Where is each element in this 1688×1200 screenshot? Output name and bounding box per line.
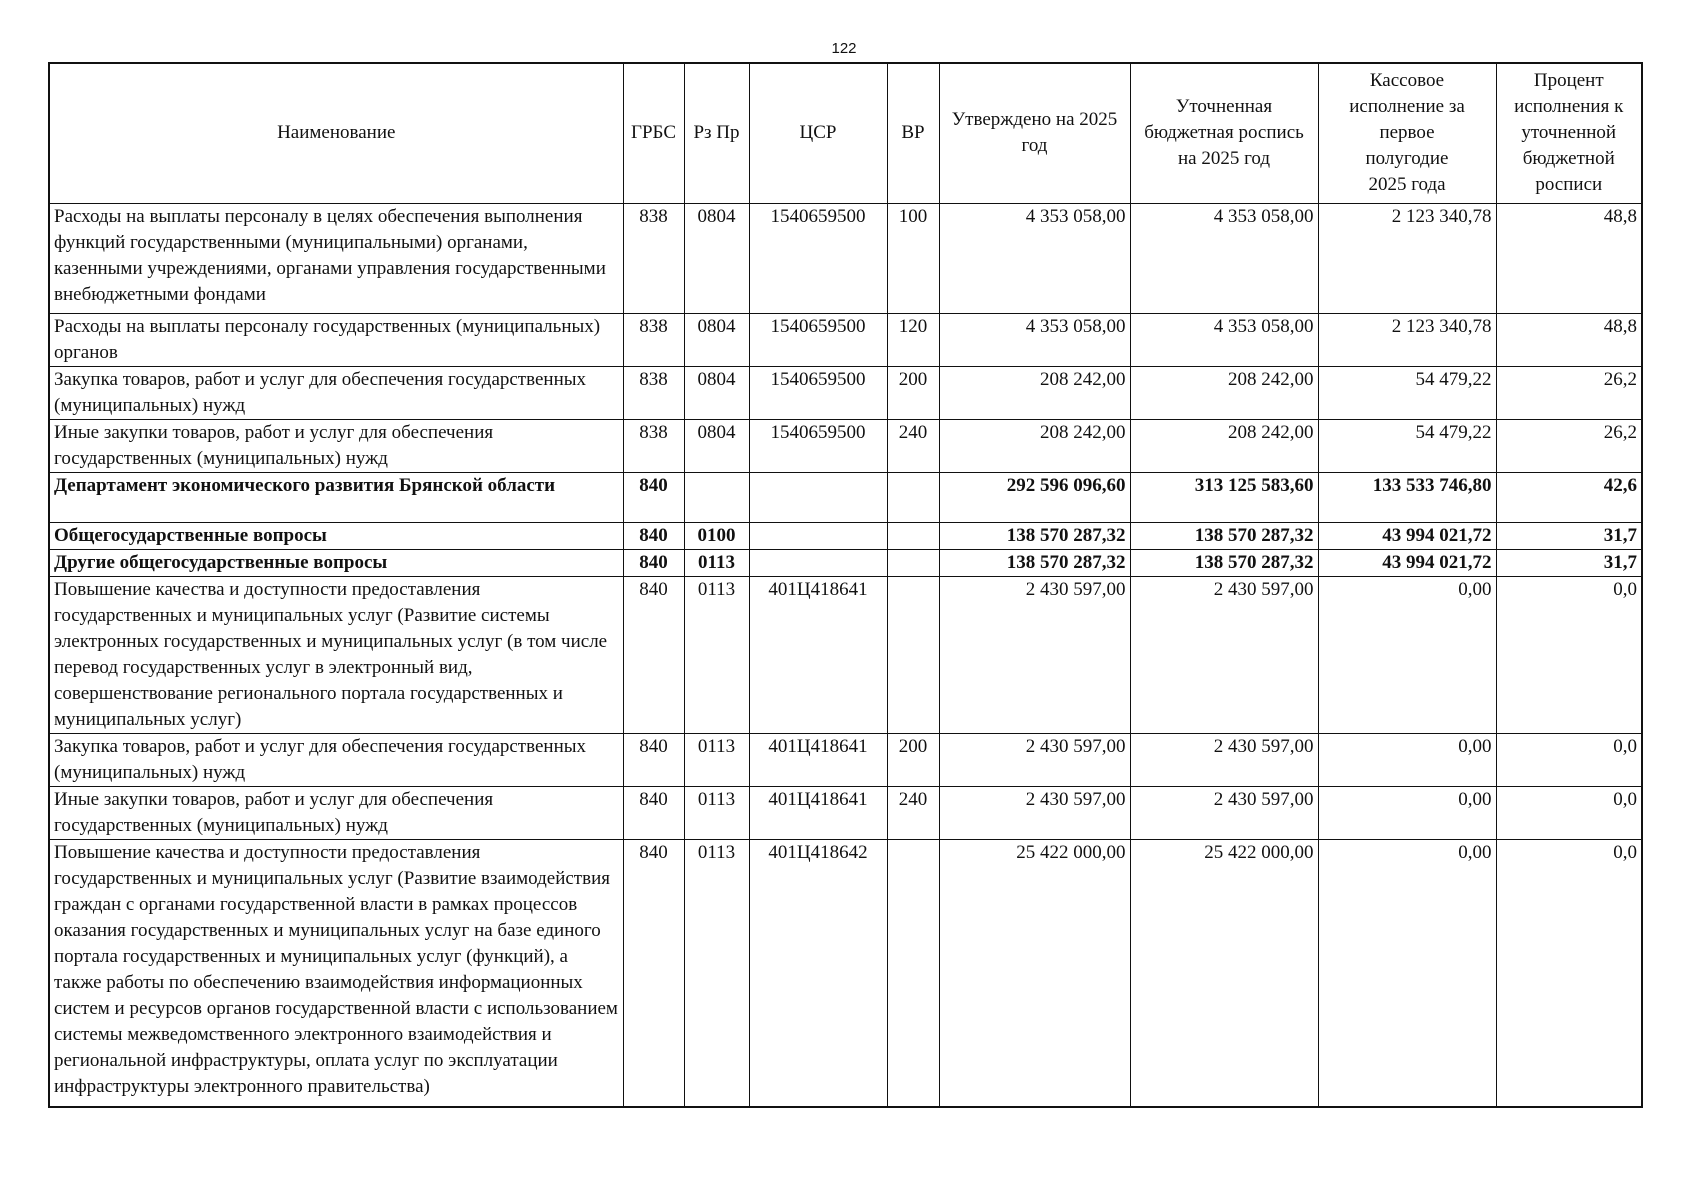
cell-rzpr: 0113 <box>684 839 749 1107</box>
cell-vr: 240 <box>887 419 939 472</box>
cell-vr: 100 <box>887 203 939 313</box>
cell-refined: 4 353 058,00 <box>1130 203 1318 313</box>
cell-executed: 2 123 340,78 <box>1318 313 1496 366</box>
cell-refined: 2 430 597,00 <box>1130 576 1318 733</box>
cell-approved: 138 570 287,32 <box>939 549 1130 576</box>
cell-rzpr: 0804 <box>684 203 749 313</box>
cell-approved: 2 430 597,00 <box>939 733 1130 786</box>
col-header-executed: Кассовое исполнение за первое полугодие 2025 года <box>1318 63 1496 203</box>
cell-percent: 26,2 <box>1496 366 1642 419</box>
cell-csr <box>749 472 887 522</box>
col-header-grbs: ГРБС <box>623 63 684 203</box>
cell-approved: 208 242,00 <box>939 366 1130 419</box>
cell-csr: 401Ц418641 <box>749 733 887 786</box>
cell-grbs: 840 <box>623 549 684 576</box>
table-row <box>49 203 1642 313</box>
cell-name: Закупка товаров, работ и услуг для обеспечения государственных (муниципальных) нужд <box>49 733 623 786</box>
cell-percent: 42,6 <box>1496 472 1642 522</box>
cell-csr: 1540659500 <box>749 203 887 313</box>
table-row <box>49 472 1642 522</box>
cell-csr: 401Ц418641 <box>749 786 887 839</box>
cell-refined: 2 430 597,00 <box>1130 786 1318 839</box>
cell-grbs: 840 <box>623 839 684 1107</box>
cell-approved: 292 596 096,60 <box>939 472 1130 522</box>
cell-refined: 25 422 000,00 <box>1130 839 1318 1107</box>
cell-csr: 1540659500 <box>749 366 887 419</box>
cell-grbs: 838 <box>623 313 684 366</box>
budget-table <box>48 62 1643 1108</box>
cell-executed: 43 994 021,72 <box>1318 549 1496 576</box>
cell-refined: 4 353 058,00 <box>1130 313 1318 366</box>
cell-grbs: 840 <box>623 733 684 786</box>
cell-grbs: 840 <box>623 472 684 522</box>
table-row <box>49 839 1642 1107</box>
cell-executed: 133 533 746,80 <box>1318 472 1496 522</box>
cell-rzpr: 0100 <box>684 522 749 549</box>
cell-percent: 48,8 <box>1496 203 1642 313</box>
cell-approved: 4 353 058,00 <box>939 203 1130 313</box>
col-header-name: Наименование <box>49 63 623 203</box>
cell-approved: 2 430 597,00 <box>939 576 1130 733</box>
header-row <box>49 63 1642 203</box>
col-header-percent: Процент исполнения к уточненной бюджетной росписи <box>1496 63 1642 203</box>
cell-csr: 1540659500 <box>749 419 887 472</box>
cell-executed: 0,00 <box>1318 576 1496 733</box>
cell-refined: 138 570 287,32 <box>1130 549 1318 576</box>
cell-approved: 138 570 287,32 <box>939 522 1130 549</box>
table-body <box>49 203 1642 1107</box>
cell-rzpr <box>684 472 749 522</box>
cell-rzpr: 0113 <box>684 549 749 576</box>
cell-refined: 208 242,00 <box>1130 366 1318 419</box>
cell-percent: 0,0 <box>1496 576 1642 733</box>
cell-vr <box>887 522 939 549</box>
cell-approved: 208 242,00 <box>939 419 1130 472</box>
cell-approved: 25 422 000,00 <box>939 839 1130 1107</box>
cell-csr <box>749 522 887 549</box>
cell-approved: 2 430 597,00 <box>939 786 1130 839</box>
cell-name: Расходы на выплаты персоналу в целях обеспечения выполнения функций государственными (муниципальными) органами, казенными учреждениями, органами управления государственными внебюджетными фондами <box>49 203 623 313</box>
cell-grbs: 840 <box>623 576 684 733</box>
cell-name: Общегосударственные вопросы <box>49 522 623 549</box>
cell-csr: 401Ц418641 <box>749 576 887 733</box>
cell-rzpr: 0804 <box>684 313 749 366</box>
table-row <box>49 786 1642 839</box>
col-header-csr: ЦСР <box>749 63 887 203</box>
cell-grbs: 838 <box>623 203 684 313</box>
cell-refined: 138 570 287,32 <box>1130 522 1318 549</box>
cell-rzpr: 0804 <box>684 366 749 419</box>
cell-percent: 31,7 <box>1496 522 1642 549</box>
cell-percent: 31,7 <box>1496 549 1642 576</box>
cell-vr <box>887 472 939 522</box>
cell-vr: 200 <box>887 366 939 419</box>
cell-rzpr: 0113 <box>684 576 749 733</box>
page-number: 122 <box>831 40 857 57</box>
table-row <box>49 576 1642 733</box>
cell-rzpr: 0804 <box>684 419 749 472</box>
table-row <box>49 549 1642 576</box>
cell-vr: 120 <box>887 313 939 366</box>
cell-name: Иные закупки товаров, работ и услуг для обеспечения государственных (муниципальных) нужд <box>49 419 623 472</box>
col-header-vr: ВР <box>887 63 939 203</box>
col-header-approved: Утверждено на 2025 год <box>939 63 1130 203</box>
table-row <box>49 366 1642 419</box>
cell-rzpr: 0113 <box>684 786 749 839</box>
cell-executed: 43 994 021,72 <box>1318 522 1496 549</box>
cell-percent: 0,0 <box>1496 733 1642 786</box>
cell-name: Другие общегосударственные вопросы <box>49 549 623 576</box>
cell-grbs: 840 <box>623 786 684 839</box>
cell-executed: 0,00 <box>1318 733 1496 786</box>
cell-approved: 4 353 058,00 <box>939 313 1130 366</box>
cell-rzpr: 0113 <box>684 733 749 786</box>
cell-refined: 313 125 583,60 <box>1130 472 1318 522</box>
cell-percent: 48,8 <box>1496 313 1642 366</box>
cell-name: Департамент экономического развития Брянской области <box>49 472 623 522</box>
cell-name: Повышение качества и доступности предоставления государственных и муниципальных услуг (Развитие системы электронных государственных и муниципальных услуг (в том числе перевод государственных услуг в электронный вид, совершенствование регионального портала государственных и муниципальных услуг) <box>49 576 623 733</box>
cell-percent: 26,2 <box>1496 419 1642 472</box>
cell-vr <box>887 839 939 1107</box>
cell-percent: 0,0 <box>1496 839 1642 1107</box>
table-row <box>49 419 1642 472</box>
cell-grbs: 838 <box>623 419 684 472</box>
cell-csr: 1540659500 <box>749 313 887 366</box>
cell-grbs: 838 <box>623 366 684 419</box>
table-row <box>49 313 1642 366</box>
cell-name: Закупка товаров, работ и услуг для обеспечения государственных (муниципальных) нужд <box>49 366 623 419</box>
table-row <box>49 733 1642 786</box>
col-header-refined: Уточненная бюджетная роспись на 2025 год <box>1130 63 1318 203</box>
cell-vr <box>887 576 939 733</box>
col-header-rzpr: Рз Пр <box>684 63 749 203</box>
cell-vr <box>887 549 939 576</box>
cell-executed: 54 479,22 <box>1318 419 1496 472</box>
cell-refined: 2 430 597,00 <box>1130 733 1318 786</box>
cell-name: Иные закупки товаров, работ и услуг для обеспечения государственных (муниципальных) нужд <box>49 786 623 839</box>
cell-executed: 0,00 <box>1318 839 1496 1107</box>
cell-executed: 2 123 340,78 <box>1318 203 1496 313</box>
cell-percent: 0,0 <box>1496 786 1642 839</box>
cell-csr: 401Ц418642 <box>749 839 887 1107</box>
table-row <box>49 522 1642 549</box>
cell-name: Расходы на выплаты персоналу государственных (муниципальных) органов <box>49 313 623 366</box>
cell-executed: 54 479,22 <box>1318 366 1496 419</box>
cell-csr <box>749 549 887 576</box>
cell-name: Повышение качества и доступности предоставления государственных и муниципальных услуг (Развитие взаимодействия граждан с органами государственной власти в рамках процессов оказания государственных и муниципальных услуг на базе единого портала государственных и муниципальных услуг (функций), а также работы по обеспечению взаимодействия информационных систем и ресурсов органов государственной власти с использованием системы межведомственного электронного взаимодействия и региональной инфраструктуры, оплата услуг по эксплуатации инфраструктуры электронного правительства) <box>49 839 623 1107</box>
cell-executed: 0,00 <box>1318 786 1496 839</box>
cell-vr: 200 <box>887 733 939 786</box>
cell-grbs: 840 <box>623 522 684 549</box>
cell-refined: 208 242,00 <box>1130 419 1318 472</box>
cell-vr: 240 <box>887 786 939 839</box>
